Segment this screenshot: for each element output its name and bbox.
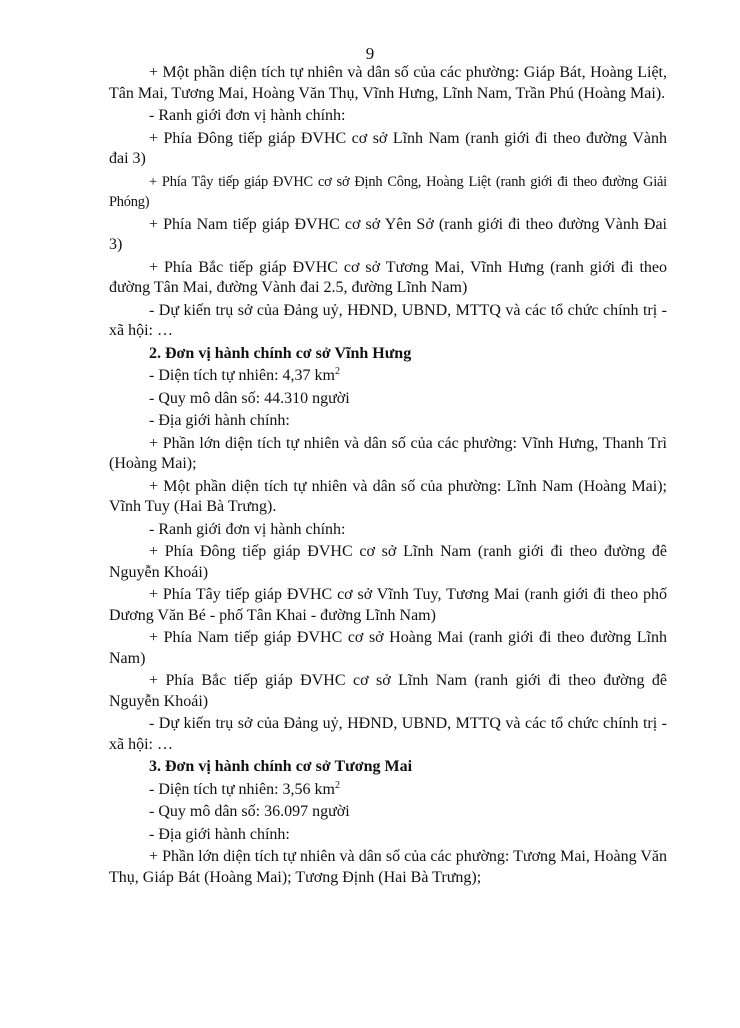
- paragraph: + Phía Nam tiếp giáp ĐVHC cơ sở Yên Sở (ranh giới đi theo đường Vành Đai 3): [109, 215, 667, 253]
- page-number: 9: [365, 44, 375, 63]
- area-line: [109, 780, 667, 801]
- paragraph: - Dự kiến trụ sở của Đảng uỷ, HĐND, UBND, MTTQ và các tổ chức chính trị - xã hội: …: [109, 301, 667, 339]
- page-content: [109, 63, 667, 890]
- paragraph: + Phía Tây tiếp giáp ĐVHC cơ sở Định Công, Hoàng Liệt (ranh giới đi theo đường Giải Phóng): [109, 173, 667, 210]
- paragraph: - Địa giới hành chính:: [149, 412, 290, 429]
- paragraph: + Phía Đông tiếp giáp ĐVHC cơ sở Lĩnh Nam (ranh giới đi theo đường đê Nguyễn Khoái): [109, 543, 667, 581]
- paragraph: + Phía Đông tiếp giáp ĐVHC cơ sở Lĩnh Nam (ranh giới đi theo đường Vành đai 3): [109, 129, 667, 167]
- paragraph: - Ranh giới đơn vị hành chính:: [149, 520, 346, 538]
- paragraph: - Địa giới hành chính:: [149, 825, 290, 843]
- paragraph: + Phía Tây tiếp giáp ĐVHC cơ sở Vĩnh Tuy, Tương Mai (ranh giới đi theo phố Dương Văn Bé - phố Tân Khai - đường Lĩnh Nam): [109, 586, 667, 624]
- area-text: - Diện tích tự nhiên: 4,37 km: [149, 367, 335, 384]
- area-unit-superscript: 2: [334, 366, 340, 377]
- paragraph: + Phía Bắc tiếp giáp ĐVHC cơ sở Tương Mai, Vĩnh Hưng (ranh giới đi theo đường Tân Mai, đường Vành đai 2.5, đường Lĩnh Nam): [109, 258, 667, 296]
- paragraph: + Phía Nam tiếp giáp ĐVHC cơ sở Hoàng Mai (ranh giới đi theo đường Lĩnh Nam): [109, 629, 667, 667]
- paragraph: + Phần lớn diện tích tự nhiên và dân số của các phường: Vĩnh Hưng, Thanh Trì (Hoàng Mai);: [109, 434, 667, 472]
- section-heading: 2. Đơn vị hành chính cơ sở Vĩnh Hưng: [149, 344, 412, 362]
- paragraph: + Phía Bắc tiếp giáp ĐVHC cơ sở Lĩnh Nam (ranh giới đi theo đường đê Nguyễn Khoái): [109, 672, 667, 710]
- area-line: [109, 366, 667, 387]
- paragraph: + Một phần diện tích tự nhiên và dân số của phường: Lĩnh Nam (Hoàng Mai); Vĩnh Tuy (Hai Bà Trưng).: [109, 477, 667, 515]
- paragraph: + Một phần diện tích tự nhiên và dân số của các phường: Giáp Bát, Hoàng Liệt, Tân Mai, Tương Mai, Hoàng Văn Thụ, Vĩnh Hưng, Lĩnh Nam, Trần Phú (Hoàng Mai).: [109, 64, 667, 102]
- population-line: - Quy mô dân số: 44.310 người: [149, 389, 350, 407]
- area-unit-superscript: 2: [334, 779, 340, 791]
- section-heading: 3. Đơn vị hành chính cơ sở Tương Mai: [149, 758, 413, 775]
- paragraph: - Dự kiến trụ sở của Đảng uỷ, HĐND, UBND, MTTQ và các tổ chức chính trị - xã hội: …: [109, 715, 667, 753]
- area-text: - Diện tích tự nhiên: 3,56 km: [149, 780, 335, 798]
- population-line: - Quy mô dân số: 36.097 người: [149, 803, 350, 820]
- paragraph: + Phần lớn diện tích tự nhiên và dân số của các phường: Tương Mai, Hoàng Văn Thụ, Giáp Bát (Hoàng Mai); Tương Định (Hai Bà Trưng);: [109, 848, 667, 886]
- paragraph: - Ranh giới đơn vị hành chính:: [149, 107, 346, 124]
